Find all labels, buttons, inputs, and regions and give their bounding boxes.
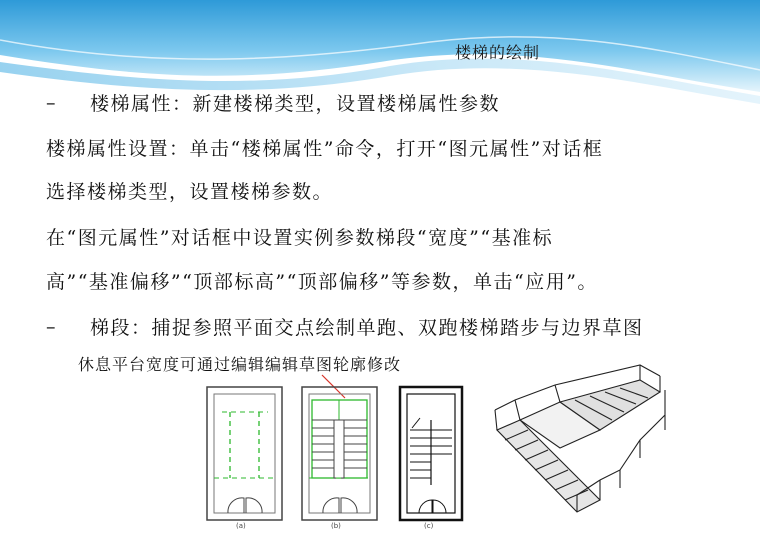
bullet-text-2: 梯段：捕捉参照平面交点绘制单跑、双跑楼梯踏步与边界草图 — [90, 317, 644, 339]
figure-b-caption: (b) — [331, 522, 341, 530]
slide-title: 楼梯的绘制 — [455, 43, 541, 62]
landing-note: 休息平台宽度可通过编辑编辑草图轮廓修改 — [78, 355, 402, 374]
stair-plan-c — [400, 387, 462, 520]
body-line-4: 在“图元属性”对话框中设置实例参数梯段“宽度”“基准标 — [46, 227, 554, 249]
bullet-text-1: 楼梯属性：新建楼梯类型，设置楼梯属性参数 — [90, 93, 501, 115]
stair-3d-view — [495, 365, 665, 512]
bullet-marker-2: – — [46, 316, 56, 338]
figure-c-caption: (c) — [424, 522, 434, 530]
stair-plan-a — [207, 387, 282, 520]
bullet-marker-1: – — [46, 92, 56, 114]
pointer-line — [322, 375, 345, 398]
body-line-2: 楼梯属性设置：单击“楼梯属性”命令，打开“图元属性”对话框 — [46, 138, 604, 160]
body-line-5: 高”“基准偏移”“顶部标高”“顶部偏移”等参数，单击“应用”。 — [46, 271, 598, 293]
figure-a-caption: (a) — [236, 522, 246, 530]
body-line-3: 选择楼梯类型，设置楼梯参数。 — [46, 181, 334, 203]
stair-plan-b — [302, 387, 377, 520]
